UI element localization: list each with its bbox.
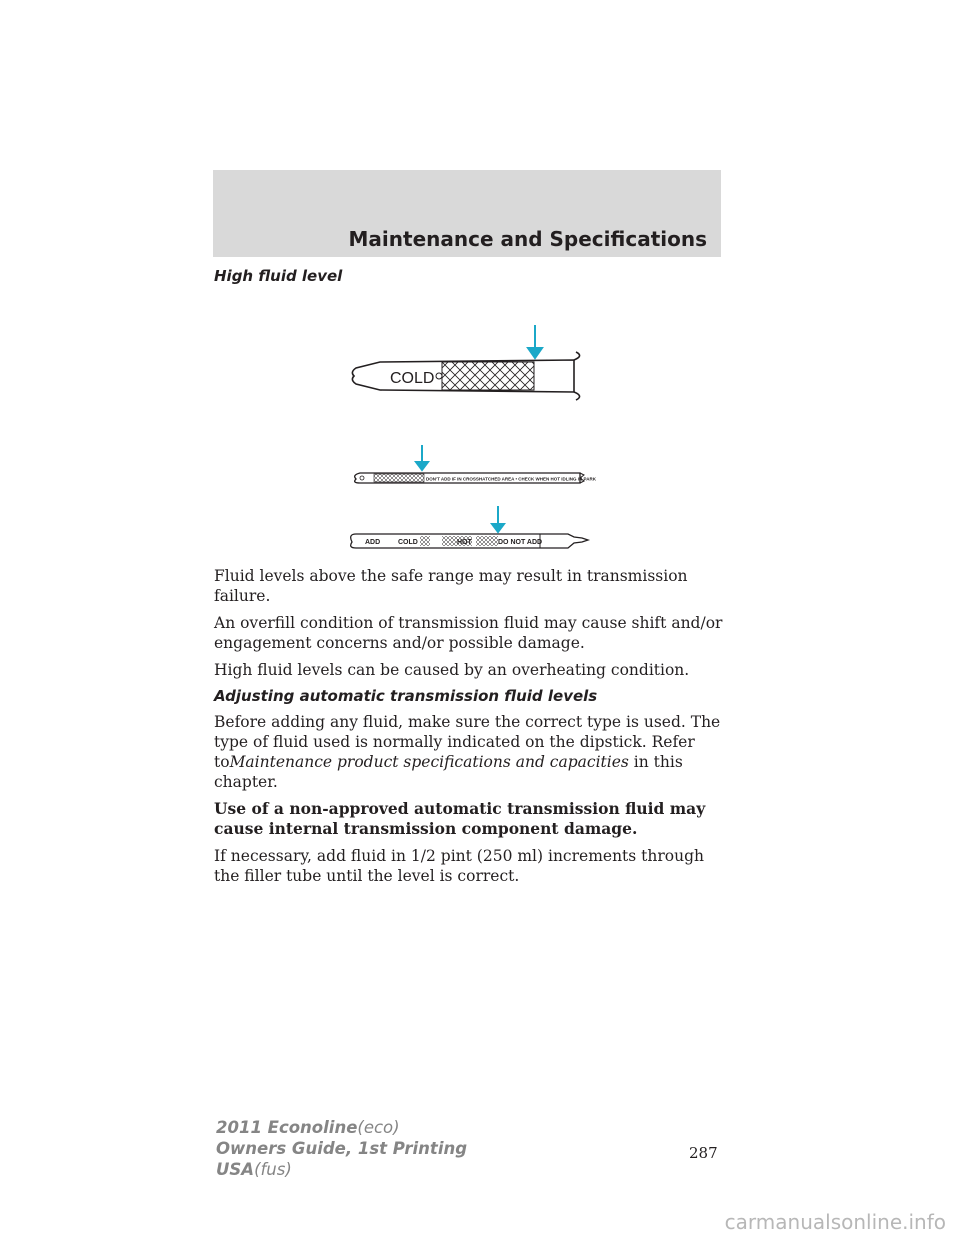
page-number: 287 — [689, 1144, 718, 1162]
dipstick-hot-high — [355, 445, 597, 483]
dipstick-cold-high — [352, 325, 579, 400]
watermark-text: carmanualsonline.info — [724, 1210, 946, 1234]
reference-link-text: Maintenance product specifications and capacities — [229, 753, 629, 771]
dipstick-add-range — [351, 506, 588, 548]
paragraph-before-adding: Before adding any fluid, make sure the correct type is used. The type of fluid used is normally indicated on the dipstick. Refer toMaintenance product specifications and capacities in this chapter. — [214, 713, 721, 791]
dipstick3-cold: COLD — [398, 539, 418, 546]
heading-adjusting-levels: Adjusting automatic transmission fluid levels — [214, 687, 598, 705]
dipstick1-label: COLD — [390, 370, 435, 387]
paragraph-safe-range: Fluid levels above the safe range may result in transmission failure. — [214, 567, 688, 605]
dipstick3-add: ADD — [365, 539, 381, 546]
header-band — [213, 170, 721, 257]
paragraph-overfill: An overfill condition of transmission fluid may cause shift and/or engagement concerns and/or possible damage. — [214, 614, 723, 652]
paragraph-overheating: High fluid levels can be caused by an overheating condition. — [214, 661, 690, 679]
section-title: Maintenance and Specifications — [348, 227, 707, 251]
footer-print-info: 2011 Econoline(eco) Owners Guide, 1st Printing USA(fus) — [216, 1118, 468, 1179]
heading-high-fluid-level: High fluid level — [214, 267, 343, 285]
watermark — [0, 1204, 960, 1242]
dipstick3-hot: HOT — [457, 539, 472, 546]
dipstick-figure — [330, 320, 600, 555]
warning-non-approved-fluid: Use of a non-approved automatic transmission fluid may cause internal transmission component damage. — [214, 799, 706, 838]
paragraph-add-fluid: If necessary, add fluid in 1/2 pint (250 ml) increments through the filler tube until the level is correct. — [214, 847, 704, 885]
dipstick3-do-not-add: DO NOT ADD — [498, 539, 543, 546]
dipstick2-label: DON'T ADD IF IN CROSSHATCHED AREA • CHECK WHEN HOT IDLING IN PARK — [426, 476, 596, 482]
